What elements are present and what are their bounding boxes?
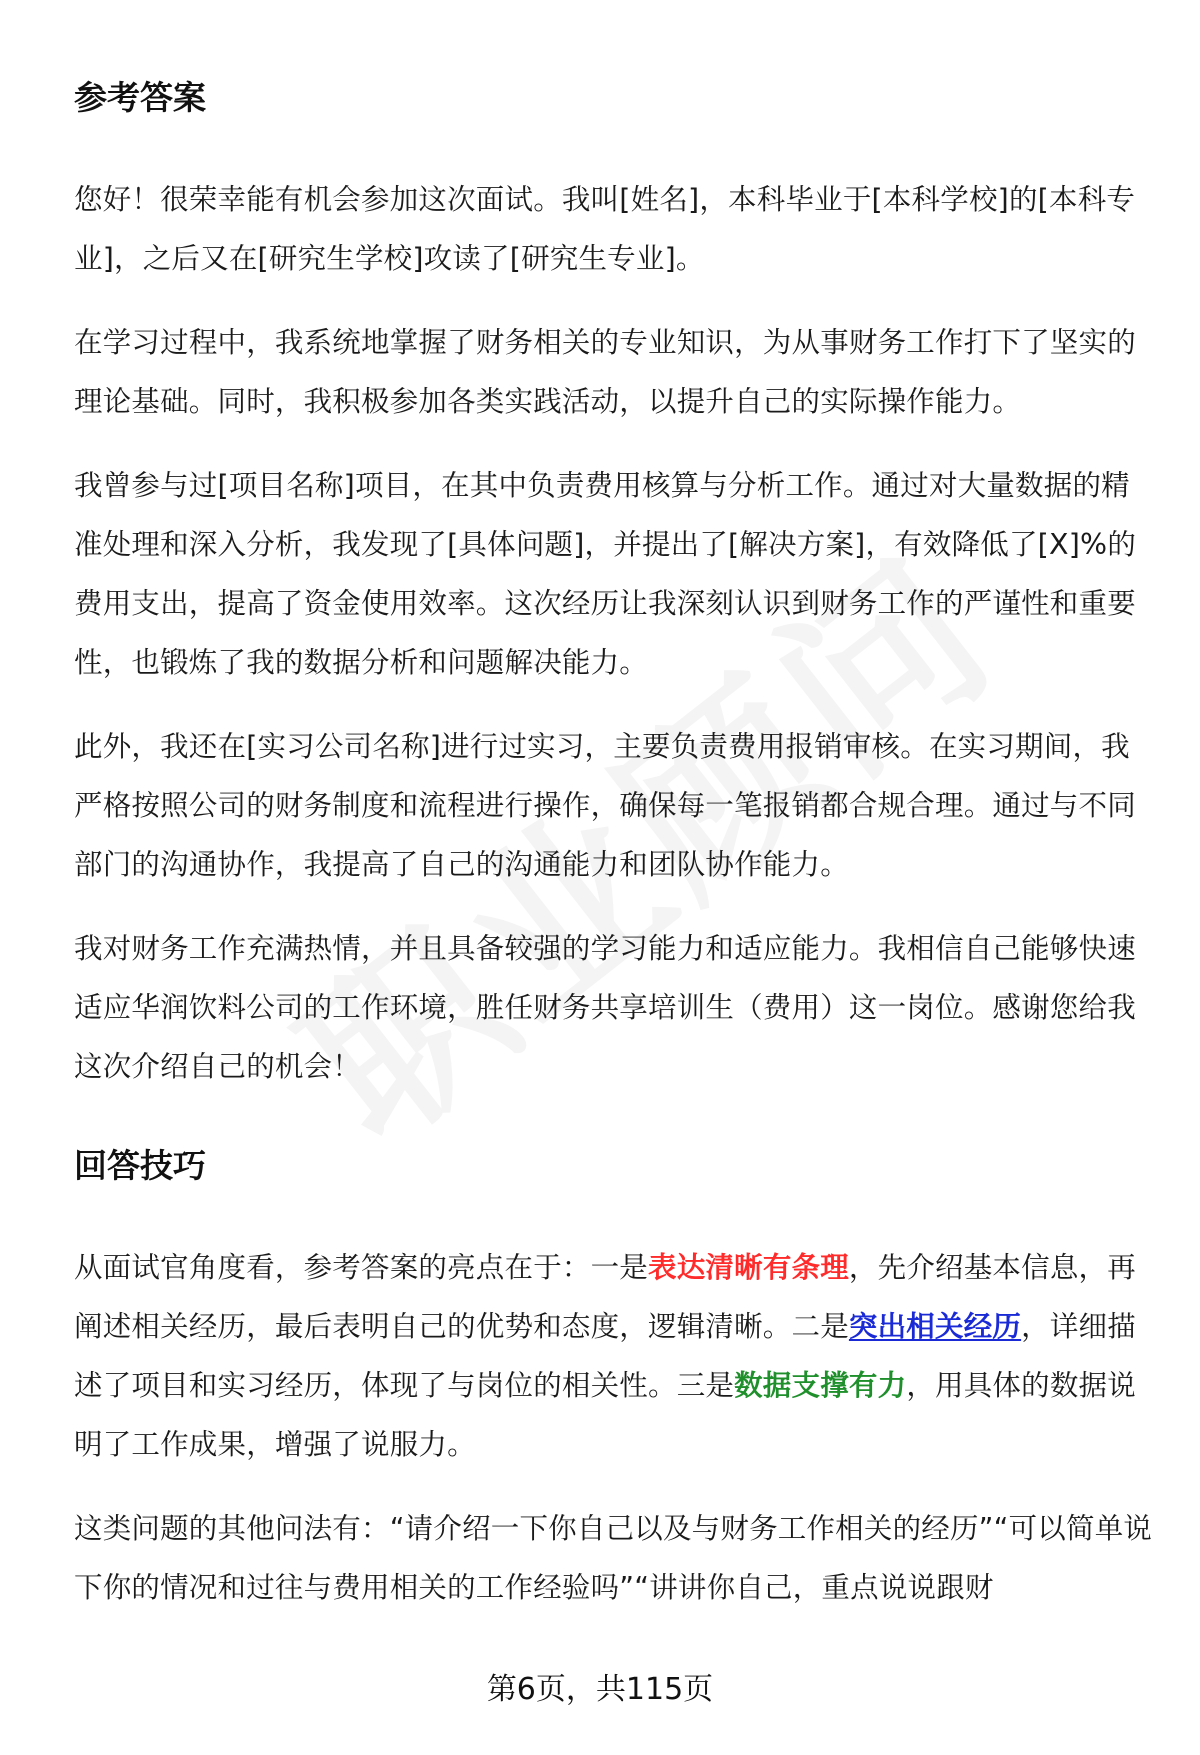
highlight-relevant-experience: 突出相关经历	[848, 1310, 1022, 1343]
tips-text-part-4: ，用具体的数据说明了工作成果，增强了说服力。	[74, 1369, 1136, 1461]
reference-paragraph-2: 在学习过程中，我系统地掌握了财务相关的专业知识，为从事财务工作打下了坚实的理论基础。同时，我积极参加各类实践活动，以提升自己的实际操作能力。	[74, 326, 1136, 418]
highlight-data-support: 数据支撑有力	[734, 1369, 907, 1402]
reference-paragraph-3: 我曾参与过[项目名称]项目，在其中负责费用核算与分析工作。通过对大量数据的精准处理和深入分析，我发现了[具体问题]，并提出了[解决方案]，有效降低了[X]%的费用支出，提高了资金使用效率。这次经历让我深刻认识到财务工作的严谨性和重要性，也锻炼了我的数据分析和问题解决能力。	[74, 469, 1137, 679]
answer-tips-heading: 回答技巧	[74, 1146, 206, 1185]
tips-paragraph-1	[74, 1238, 1154, 1474]
tips-text-part-1: 从面试官角度看，参考答案的亮点在于：一是	[74, 1251, 649, 1284]
page-content	[74, 62, 1154, 1617]
tips-paragraph-2: 这类问题的其他问法有：“请介绍一下你自己以及与财务工作相关的经历”“可以简单说下你的情况和过往与费用相关的工作经验吗”“讲讲你自己，重点说说跟财	[74, 1512, 1153, 1604]
page-number-footer: 第6页，共115页	[486, 1672, 714, 1707]
reference-answer-heading: 参考答案	[74, 78, 206, 117]
reference-paragraph-1: 您好！很荣幸能有机会参加这次面试。我叫[姓名]，本科毕业于[本科学校]的[本科专业]，之后又在[研究生学校]攻读了[研究生专业]。	[74, 183, 1136, 275]
highlight-clear-expression: 表达清晰有条理	[648, 1251, 849, 1284]
tips-text-part-3: ，详细描述了项目和实习经历，体现了与岗位的相关性。三是	[74, 1310, 1136, 1402]
reference-paragraph-4: 此外，我还在[实习公司名称]进行过实习，主要负责费用报销审核。在实习期间，我严格按照公司的财务制度和流程进行操作，确保每一笔报销都合规合理。通过与不同部门的沟通协作，我提高了自己的沟通能力和团队协作能力。	[74, 730, 1136, 881]
reference-paragraph-5: 我对财务工作充满热情，并且具备较强的学习能力和适应能力。我相信自己能够快速适应华润饮料公司的工作环境，胜任财务共享培训生（费用）这一岗位。感谢您给我这次介绍自己的机会！	[74, 932, 1136, 1083]
tips-text-part-2: ，先介绍基本信息，再阐述相关经历，最后表明自己的优势和态度，逻辑清晰。二是	[74, 1251, 1136, 1343]
